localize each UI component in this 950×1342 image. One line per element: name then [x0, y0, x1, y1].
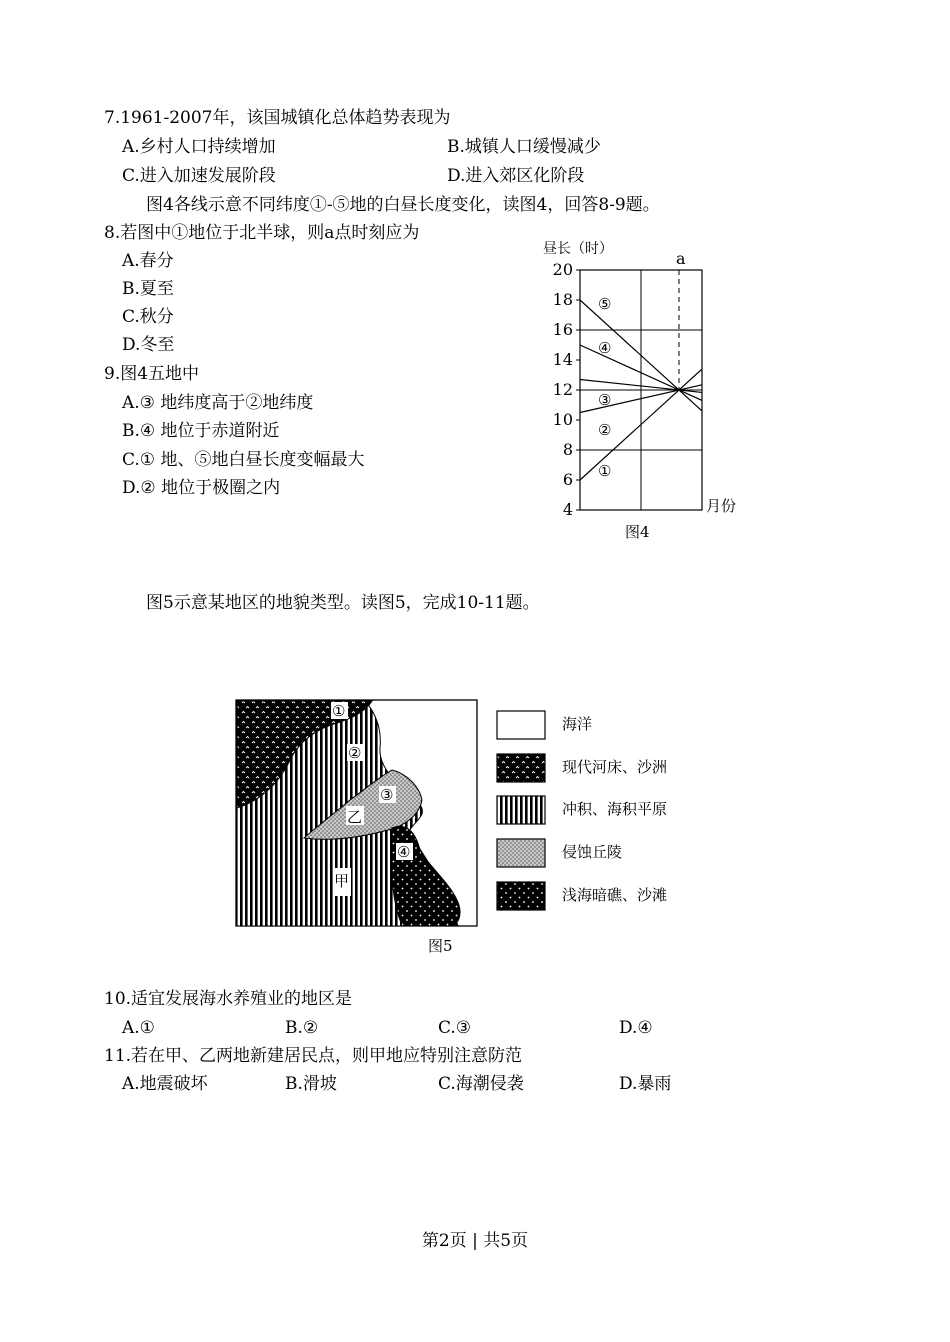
q9-option-d: D.② 地位于极圈之内	[122, 478, 281, 498]
q11-stem: 11.若在甲、乙两地新建居民点，则甲地应特别注意防范	[104, 1046, 523, 1066]
fig4-series-label-4: ④	[598, 339, 612, 357]
q8-option-a: A.春分	[122, 251, 174, 271]
q10-option-c: C.③	[438, 1018, 472, 1038]
legend-label-shoal: 浅海暗礁、沙滩	[562, 886, 668, 904]
q10-option-a: A.①	[122, 1018, 155, 1038]
fig4-intro: 图4各线示意不同纬度①-⑤地的白昼长度变化，读图4，回答8-9题。	[146, 195, 660, 215]
q7-stem: 7.1961-2007年，该国城镇化总体趋势表现为	[104, 108, 451, 128]
label-yi: 乙	[347, 808, 363, 826]
q10-stem: 10.适宜发展海水养殖业的地区是	[104, 989, 353, 1009]
fig4-series-label-5: ⑤	[598, 295, 612, 313]
q10-option-b: B.②	[285, 1018, 319, 1038]
label-region-2: ②	[348, 744, 362, 762]
legend-swatch-shoal	[497, 882, 545, 910]
legend-label-hill: 侵蚀丘陵	[562, 843, 623, 861]
label-jia: 甲	[334, 872, 350, 890]
fig4-tick-label: 12	[552, 380, 573, 399]
page-footer: 第2页 | 共5页	[421, 1231, 529, 1251]
fig4-marker-a: a	[676, 249, 686, 268]
q7-option-c: C.进入加速发展阶段	[122, 166, 276, 186]
legend-swatch-hill	[497, 839, 545, 867]
q7-option-b: B.城镇人口缓慢减少	[447, 137, 601, 157]
figure-5-map	[230, 690, 690, 960]
q9-stem: 9.图4五地中	[104, 364, 200, 384]
fig4-tick-label: 14	[552, 350, 573, 369]
q8-option-b: B.夏至	[122, 279, 174, 299]
label-region-1: ①	[332, 702, 346, 720]
legend-swatch-ocean	[497, 711, 545, 739]
fig4-tick-label: 4	[562, 500, 573, 519]
q7-option-d: D.进入郊区化阶段	[447, 166, 585, 186]
q11-option-d: D.暴雨	[619, 1074, 672, 1094]
fig4-series-label-2: ②	[598, 421, 612, 439]
fig4-tick-label: 18	[552, 290, 573, 309]
fig5-intro: 图5示意某地区的地貌类型。读图5，完成10-11题。	[146, 593, 540, 613]
q11-option-c: C.海潮侵袭	[438, 1074, 524, 1094]
q8-option-d: D.冬至	[122, 335, 175, 355]
figure-4-chart	[540, 234, 750, 544]
legend-label-ocean: 海洋	[562, 715, 593, 733]
fig4-tick-label: 20	[552, 260, 573, 279]
fig5-caption: 图5	[428, 937, 453, 955]
q11-option-a: A.地震破坏	[122, 1074, 208, 1094]
fig4-caption: 图4	[625, 523, 650, 541]
q9-option-a: A.③ 地纬度高于②地纬度	[122, 393, 314, 413]
fig4-series-label-3: ③	[598, 391, 612, 409]
legend-label-plain: 冲积、海积平原	[562, 800, 668, 818]
legend-label-riverbed: 现代河床、沙洲	[562, 758, 668, 776]
q8-option-c: C.秋分	[122, 307, 174, 327]
fig4-series-label-1: ①	[598, 462, 612, 480]
q7-option-a: A.乡村人口持续增加	[122, 137, 276, 157]
legend-swatch-riverbed	[497, 754, 545, 782]
q8-stem: 8.若图中①地位于北半球，则a点时刻应为	[104, 223, 420, 243]
q11-option-b: B.滑坡	[285, 1074, 337, 1094]
q9-option-b: B.④ 地位于赤道附近	[122, 421, 280, 441]
fig4-ylabel: 昼长（时）	[543, 241, 613, 257]
fig4-tick-label: 16	[552, 320, 573, 339]
fig4-tick-label: 6	[562, 470, 573, 489]
fig4-tick-label: 10	[552, 410, 573, 429]
fig4-xlabel: 月份	[706, 497, 737, 515]
fig4-tick-label: 8	[562, 440, 573, 459]
label-region-4: ④	[397, 843, 411, 861]
label-region-3: ③	[380, 786, 394, 804]
legend-swatch-plain	[497, 796, 545, 824]
q10-option-d: D.④	[619, 1018, 653, 1038]
q9-option-c: C.① 地、⑤地白昼长度变幅最大	[122, 450, 365, 470]
